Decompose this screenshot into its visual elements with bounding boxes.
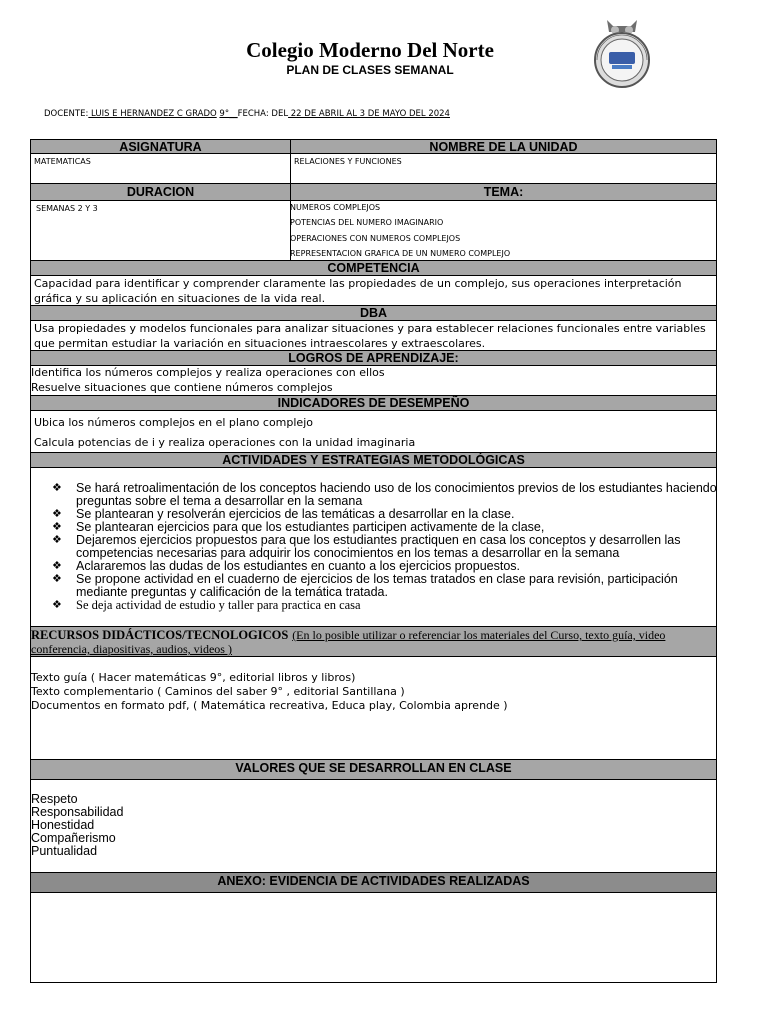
- docente-value: LUIS E HERNANDEZ C GRADO: [88, 109, 217, 119]
- school-crest-icon: [585, 16, 659, 88]
- asignatura-header: ASIGNATURA: [30, 139, 291, 154]
- asignatura-value: MATEMATICAS: [34, 157, 91, 166]
- fecha-label: FECHA: DEL: [237, 109, 289, 119]
- valor-item: Responsabilidad: [31, 805, 124, 819]
- actividad-item: ❖ Dejaremos ejercicios propuestos para que los estudiantes practiquen en casa los conceptos y desarrollen las competencias necesarias para adquirir los conocimientos en los temas a desarrollar en la semana: [52, 533, 681, 560]
- indicadores-header: INDICADORES DE DESEMPEÑO: [30, 395, 717, 411]
- duracion-header: DURACION: [30, 183, 291, 201]
- grado-value: 9°: [219, 109, 230, 119]
- bullet-icon: ❖: [52, 560, 62, 572]
- fecha-value: 22 DE ABRIL AL 3 DE MAYO DEL 2024: [288, 109, 450, 119]
- dba-text: Usa propiedades y modelos funcionales para analizar situaciones y para establecer relaciones funcionales entre variables que permitan estudiar la variación en situaciones intraescolares y extraescolares.: [34, 322, 706, 350]
- school-name: Colegio Moderno Del Norte: [246, 38, 494, 62]
- bullet-icon: ❖: [52, 534, 62, 546]
- actividades-list: [52, 482, 717, 612]
- recursos-note: (En lo posible utilizar o referenciar los materiales del Curso, texto guía, video conferencia, diapositivas, audios, videos ): [31, 628, 666, 656]
- tema-item: REPRESENTACION GRAFICA DE UN NUMERO COMPLEJO: [290, 249, 511, 258]
- logro-item: Identifica los números complejos y realiza operaciones con ellos: [31, 366, 385, 379]
- dba-header: DBA: [30, 305, 717, 321]
- actividad-item: ❖ Aclararemos las dudas de los estudiantes en cuanto a los ejercicios propuestos.: [52, 559, 521, 573]
- indicador-item: Ubica los números complejos en el plano complejo: [34, 416, 313, 429]
- docente-label: DOCENTE:: [44, 109, 89, 119]
- duracion-value: SEMANAS 2 Y 3: [36, 204, 98, 213]
- valor-item: Honestidad: [31, 818, 95, 832]
- actividad-item: ❖ Se propone actividad en el cuaderno de ejercicios de los temas tratados en clase para revisión, participación mediante preguntas y calificación de la temática tratada.: [52, 572, 678, 599]
- bullet-icon: ❖: [52, 521, 62, 533]
- logros-header: LOGROS DE APRENDIZAJE:: [30, 350, 717, 366]
- bullet-icon: ❖: [52, 573, 62, 585]
- recurso-item: Texto guía ( Hacer matemáticas 9°, editorial libros y libros): [31, 671, 356, 684]
- bullet-icon: ❖: [52, 482, 62, 494]
- actividad-item: ❖ Se hará retroalimentación de los conceptos haciendo uso de los conocimientos previos de los estudiantes haciendo preguntas sobre el tema a desarrollar en la semana: [52, 481, 717, 508]
- valor-item: Compañerismo: [31, 831, 116, 845]
- logro-item: Resuelve situaciones que contiene números complejos: [31, 381, 333, 394]
- indicador-item: Calcula potencias de i y realiza operaciones con la unidad imaginaria: [34, 436, 416, 449]
- bullet-icon: ❖: [52, 599, 62, 611]
- tema-header: TEMA:: [290, 183, 717, 201]
- recursos-header: [31, 628, 717, 656]
- tema-item: OPERACIONES CON NUMEROS COMPLEJOS: [290, 234, 461, 243]
- actividad-item: ❖ Se plantearan ejercicios para que los estudiantes participen activamente de la clase,: [52, 520, 545, 534]
- valores-header: VALORES QUE SE DESARROLLAN EN CLASE: [30, 759, 717, 780]
- plan-title: PLAN DE CLASES SEMANAL: [286, 63, 454, 77]
- anexo-header: ANEXO: EVIDENCIA DE ACTIVIDADES REALIZADAS: [30, 872, 717, 893]
- recurso-item: Texto complementario ( Caminos del saber 9° , editorial Santillana ): [31, 685, 405, 698]
- competencia-text: Capacidad para identificar y comprender claramente las propiedades de un complejo, sus operaciones interpretación gráfica y su aplicación en situaciones de la vida real.: [34, 277, 682, 305]
- actividad-item: ❖ Se plantearan y resolverán ejercicios de las temáticas a desarrollar en la clase.: [52, 507, 515, 521]
- tema-item: POTENCIAS DEL NUMERO IMAGINARIO: [290, 218, 444, 227]
- valor-item: Respeto: [31, 792, 78, 806]
- recurso-item: Documentos en formato pdf, ( Matemática recreativa, Educa play, Colombia aprende ): [31, 699, 508, 712]
- competencia-header: COMPETENCIA: [30, 260, 717, 276]
- valores-list: [31, 793, 123, 858]
- actividad-item: ❖ Se deja actividad de estudio y taller para practica en casa: [52, 598, 361, 612]
- docente-line: DOCENTE: LUIS E HERNANDEZ C GRADO 9°__FECHA: DEL 22 DE ABRIL AL 3 DE MAYO DEL 2024: [44, 109, 450, 119]
- unidad-header: NOMBRE DE LA UNIDAD: [290, 139, 717, 154]
- tema-item: NUMEROS COMPLEJOS: [290, 203, 381, 212]
- bullet-icon: ❖: [52, 508, 62, 520]
- actividades-header: ACTIVIDADES Y ESTRATEGIAS METODOLÓGICAS: [30, 452, 717, 468]
- valor-item: Puntualidad: [31, 844, 98, 858]
- anexo-area: [30, 892, 717, 983]
- recursos-title: RECURSOS DIDÁCTICOS/TECNOLOGICOS: [31, 628, 289, 642]
- unidad-value: RELACIONES Y FUNCIONES: [294, 157, 402, 166]
